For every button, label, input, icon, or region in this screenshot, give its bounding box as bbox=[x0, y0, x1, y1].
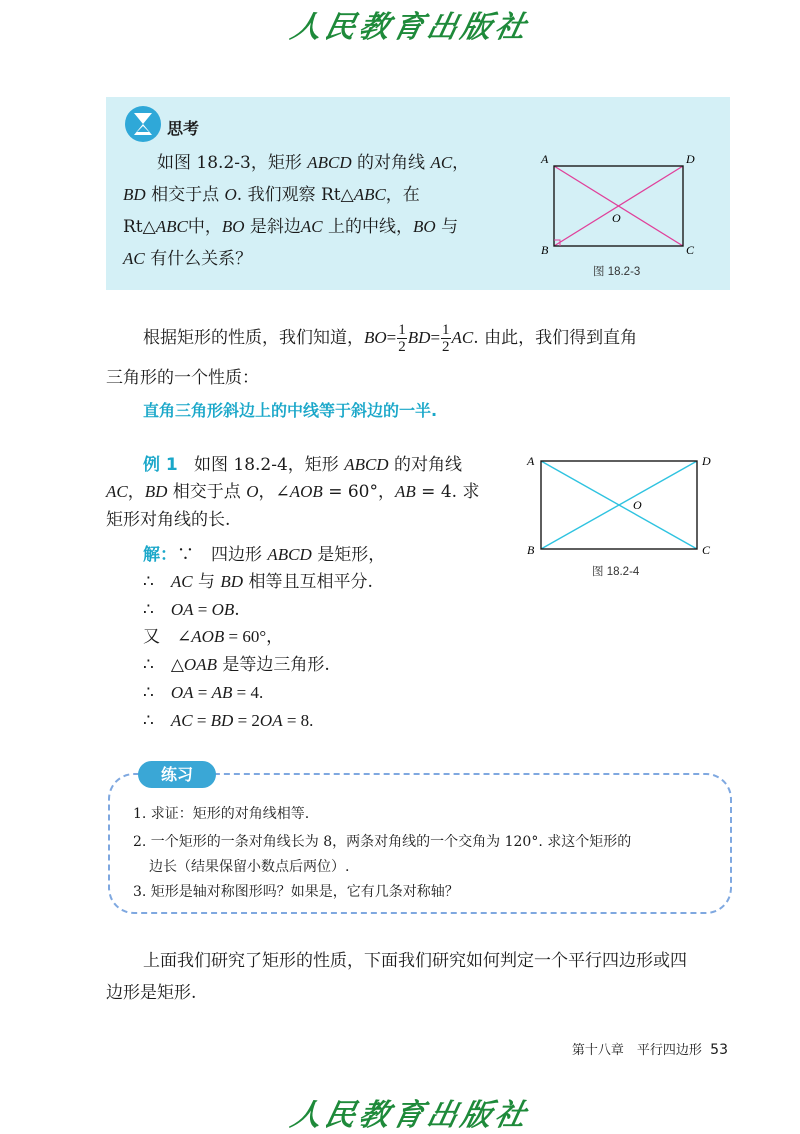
think-line-2: BD 相交于点 O. 我们观察 Rt△ABC，在 bbox=[123, 185, 420, 205]
solution-line-4: 又 ∠AOB = 60°， bbox=[143, 627, 284, 647]
solution-label: 解： bbox=[143, 545, 177, 565]
think-line-4: AC 有什么关系？ bbox=[123, 249, 253, 269]
label-d-2: D bbox=[702, 454, 711, 468]
closing-line-1: 上面我们研究了矩形的性质，下面我们研究如何判定一个平行四边形或四 bbox=[143, 951, 687, 971]
solution-line-3: ∴ OA = OB. bbox=[143, 600, 240, 620]
page-number: 53 bbox=[710, 1042, 728, 1058]
think-text bbox=[123, 147, 506, 275]
solution-line-5: ∴ △OAB 是等边三角形. bbox=[143, 655, 330, 675]
label-o: O bbox=[612, 211, 621, 225]
label-c: C bbox=[686, 243, 695, 257]
figure-18-2-4 bbox=[522, 450, 722, 560]
exercise-3: 3. 矩形是轴对称图形吗？如果是，它有几条对称轴？ bbox=[133, 884, 459, 900]
hourglass-icon bbox=[124, 105, 162, 143]
chapter-title: 第十八章 平行四边形 bbox=[571, 1043, 702, 1058]
fraction-half-2: $\frac{1}{2}$ bbox=[442, 322, 450, 355]
fraction-half-1: $\frac{1}{2}$ bbox=[398, 322, 406, 355]
label-a: A bbox=[541, 152, 549, 166]
example-line-3: 矩形对角线的长. bbox=[106, 510, 231, 530]
exercise-2: 2. 一个矩形的一条对角线长为 8，两条对角线的一个交角为 120°. 求这个矩形的 bbox=[133, 834, 632, 850]
label-b: B bbox=[541, 243, 549, 257]
label-b-2: B bbox=[527, 543, 535, 557]
example-line-2: AC，BD 相交于点 O，∠AOB = 60°，AB = 4. 求 bbox=[106, 482, 480, 502]
example-label: 例 1 bbox=[143, 455, 178, 475]
exercise-1: 1. 求证：矩形的对角线相等. bbox=[133, 806, 310, 822]
solution-line-1: 解：∵ 四边形 ABCD 是矩形， bbox=[143, 545, 386, 565]
label-d: D bbox=[686, 152, 695, 166]
figure-caption-18-2-3: 图 18.2-3 bbox=[593, 266, 641, 278]
exercise-2-cont: 边长（结果保留小数点后两位）. bbox=[149, 859, 350, 875]
theorem-statement: 直角三角形斜边上的中线等于斜边的一半. bbox=[143, 401, 438, 420]
figure-caption-18-2-4: 图 18.2-4 bbox=[592, 566, 640, 578]
publisher-logo-bottom: 人民教育出版社 bbox=[287, 1098, 533, 1133]
think-line-1: 如图 18.2-3，矩形 ABCD 的对角线 AC， bbox=[157, 153, 470, 173]
page-footer bbox=[572, 1039, 728, 1058]
solution-line-2: ∴ AC 与 BD 相等且互相平分. bbox=[143, 572, 373, 592]
publisher-logo-top: 人民教育出版社 bbox=[287, 10, 533, 45]
property-line-2: 三角形的一个性质： bbox=[106, 368, 259, 388]
solution-line-6: ∴ OA = AB = 4. bbox=[143, 683, 264, 703]
solution-line-7: ∴ AC = BD = 2OA = 8. bbox=[143, 711, 314, 731]
example-line-1: 例 1 如图 18.2-4，矩形 ABCD 的对角线 bbox=[143, 455, 462, 475]
closing-line-2: 边形是矩形. bbox=[106, 983, 197, 1003]
label-o-2: O bbox=[633, 498, 642, 512]
property-line-1: 根据矩形的性质，我们知道，BO= $\frac{1}{2}$ BD= $\frac{1}{2}$ AC. 由此，我们得到直角 bbox=[143, 322, 638, 355]
label-a-2: A bbox=[527, 454, 535, 468]
think-title: 思考 bbox=[167, 119, 200, 138]
label-c-2: C bbox=[702, 543, 711, 557]
figure-18-2-3 bbox=[535, 150, 705, 260]
practice-title: 练习 bbox=[138, 761, 216, 788]
think-line-3: Rt△ABC中，BO 是斜边AC 上的中线，BO 与 bbox=[123, 217, 459, 237]
